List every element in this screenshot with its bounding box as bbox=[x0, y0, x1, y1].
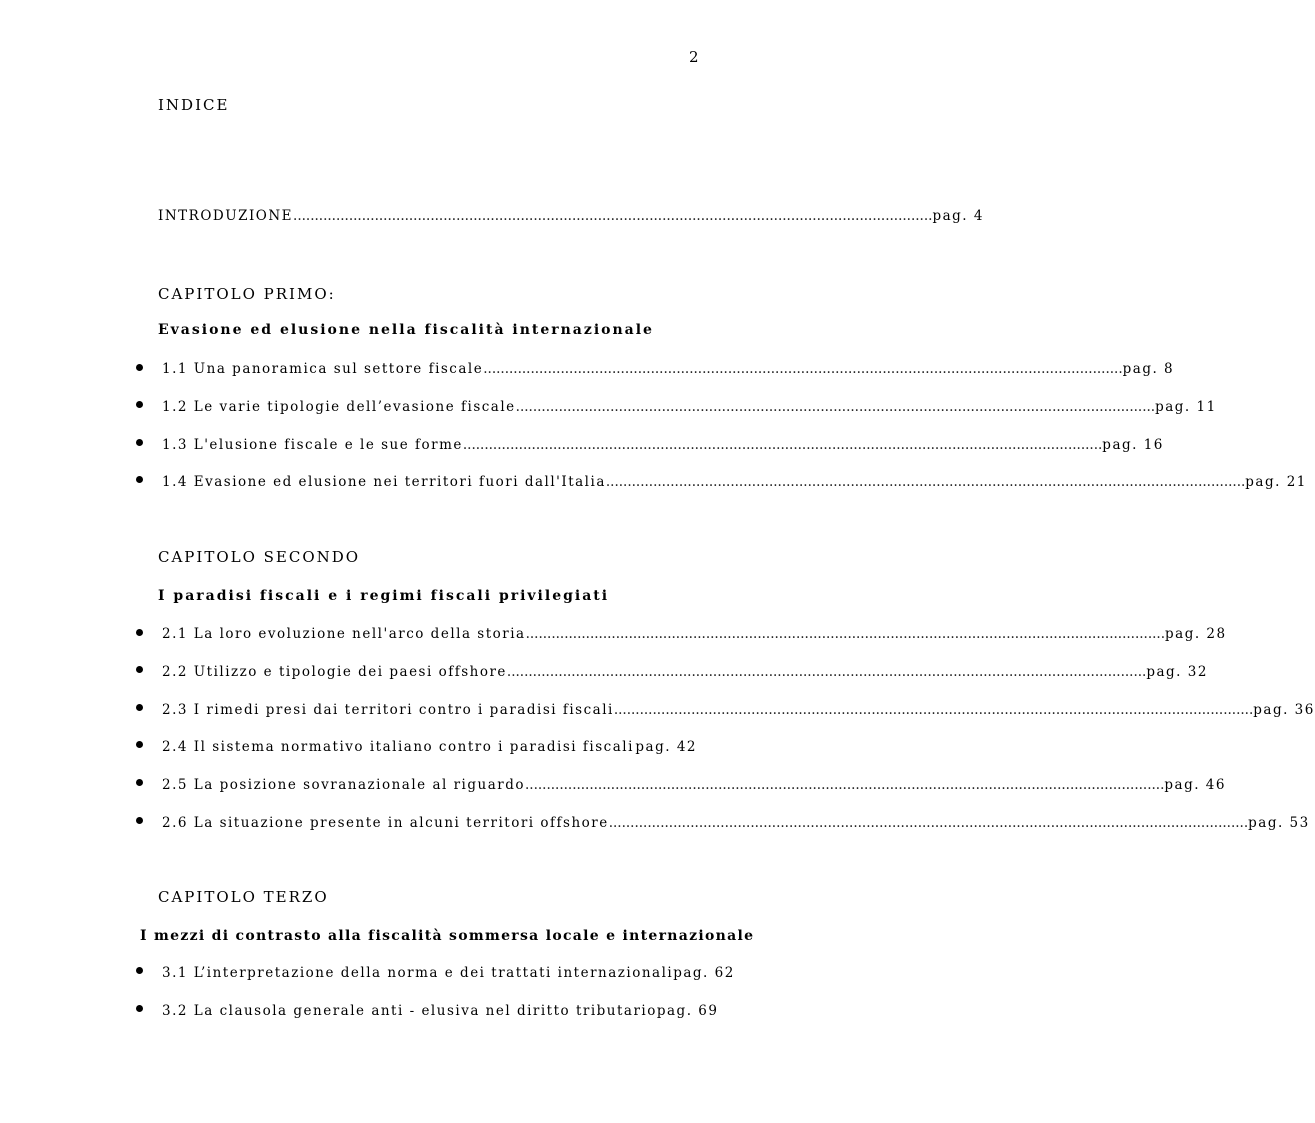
leader-dots: ..................................................................................................................................................... bbox=[515, 399, 1156, 415]
leader-dots: ..................................................................................................................................................... bbox=[613, 702, 1254, 718]
toc-entry-page: pag. 8 bbox=[1122, 361, 1175, 377]
toc-entry-page: pag. 53 bbox=[1248, 815, 1310, 831]
bullet-icon bbox=[136, 666, 143, 673]
page-number: 2 bbox=[689, 48, 700, 66]
leader-dots: ..................................................................................................................................................... bbox=[608, 815, 1249, 831]
toc-entry-label: 3.1 L’interpretazione della norma e dei trattati internazionali bbox=[162, 965, 674, 981]
toc-entry-page: pag. 42 bbox=[635, 739, 697, 755]
leader-dots: ..................................................................................................................................................... bbox=[525, 626, 1165, 642]
toc-entry bbox=[162, 664, 1208, 680]
bullet-icon bbox=[136, 741, 143, 748]
bullet-icon bbox=[136, 817, 143, 824]
bullet-icon bbox=[136, 1005, 143, 1012]
toc-entry-label: INTRODUZIONE bbox=[158, 208, 294, 224]
index-title: INDICE bbox=[158, 96, 230, 114]
bullet-icon bbox=[136, 364, 143, 371]
toc-entry bbox=[162, 1003, 719, 1019]
toc-entry-page: pag. 21 bbox=[1245, 474, 1307, 490]
toc-entry-label: 2.2 Utilizzo e tipologie dei paesi offshore bbox=[162, 664, 507, 680]
toc-entry-introduction bbox=[158, 208, 984, 224]
toc-entry bbox=[162, 626, 1227, 642]
toc-entry-label: 2.3 I rimedi presi dai territori contro i paradisi fiscali bbox=[162, 702, 614, 718]
bullet-icon bbox=[136, 779, 143, 786]
toc-entry bbox=[162, 474, 1307, 490]
toc-entry-page: pag. 46 bbox=[1164, 777, 1226, 793]
toc-entry-page: pag. 4 bbox=[932, 208, 984, 224]
leader-dots: ..................................................................................................................................................... bbox=[524, 777, 1165, 793]
bullet-icon bbox=[136, 629, 143, 636]
leader-dots: ..................................................................................................................................................... bbox=[605, 474, 1246, 490]
toc-entry-label: 2.5 La posizione sovranazionale al riguardo bbox=[162, 777, 525, 793]
toc-entry-page: pag. 62 bbox=[673, 965, 735, 981]
leader-dots: ..................................................................................................................................................... bbox=[462, 437, 1103, 453]
toc-entry bbox=[162, 361, 1175, 377]
toc-entry bbox=[162, 815, 1310, 831]
bullet-icon bbox=[136, 967, 143, 974]
chapter-title: I paradisi fiscali e i regimi fiscali privilegiati bbox=[158, 588, 610, 604]
leader-dots: ..................................................................................................................................................... bbox=[483, 361, 1123, 377]
toc-entry bbox=[162, 437, 1164, 453]
toc-entry bbox=[162, 965, 735, 981]
bullet-icon bbox=[136, 704, 143, 711]
toc-entry bbox=[162, 399, 1217, 415]
bullet-icon bbox=[136, 401, 143, 408]
bullet-icon bbox=[136, 476, 143, 483]
toc-entry-label: 3.2 La clausola generale anti - elusiva nel diritto tributario bbox=[162, 1003, 657, 1019]
toc-entry bbox=[162, 777, 1226, 793]
leader-dots: ..................................................................................................................................................... bbox=[293, 208, 933, 224]
toc-entry-page: pag. 36 bbox=[1253, 702, 1315, 718]
chapter-heading: CAPITOLO SECONDO bbox=[158, 548, 361, 566]
toc-entry-label: 1.1 Una panoramica sul settore fiscale bbox=[162, 361, 484, 377]
toc-entry-label: 1.3 L'elusione fiscale e le sue forme bbox=[162, 437, 463, 453]
toc-entry-label: 2.4 Il sistema normativo italiano contro i paradisi fiscali bbox=[162, 739, 634, 755]
toc-entry-label: 2.1 La loro evoluzione nell'arco della storia bbox=[162, 626, 526, 642]
chapter-heading: CAPITOLO TERZO bbox=[158, 888, 329, 906]
chapter-heading: CAPITOLO PRIMO: bbox=[158, 285, 336, 303]
chapter-title: Evasione ed elusione nella fiscalità internazionale bbox=[158, 322, 654, 338]
bullet-icon bbox=[136, 439, 143, 446]
toc-entry-page: pag. 11 bbox=[1155, 399, 1217, 415]
toc-entry-page: pag. 32 bbox=[1146, 664, 1208, 680]
toc-entry-page: pag. 69 bbox=[656, 1003, 719, 1019]
leader-dots: ..................................................................................................................................................... bbox=[506, 664, 1147, 680]
toc-entry-label: 1.2 Le varie tipologie dell’evasione fiscale bbox=[162, 399, 516, 415]
toc-entry-page: pag. 28 bbox=[1165, 626, 1227, 642]
chapter-title: I mezzi di contrasto alla fiscalità sommersa locale e internazionale bbox=[140, 928, 755, 944]
toc-entry-label: 1.4 Evasione ed elusione nei territori fuori dall'Italia bbox=[162, 474, 606, 490]
toc-entry bbox=[162, 739, 697, 755]
toc-entry bbox=[162, 702, 1315, 718]
toc-entry-label: 2.6 La situazione presente in alcuni territori offshore bbox=[162, 815, 609, 831]
toc-entry-page: pag. 16 bbox=[1102, 437, 1164, 453]
